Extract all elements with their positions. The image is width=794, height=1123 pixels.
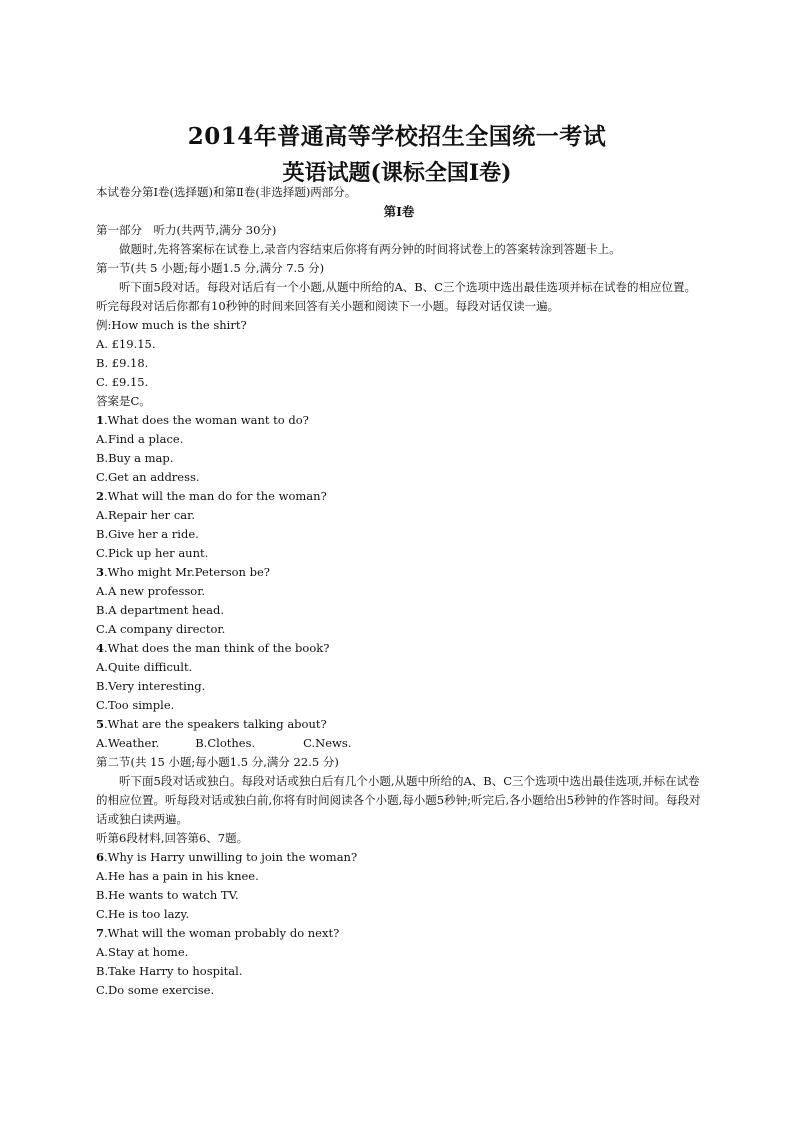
question-number: 3 (96, 565, 105, 579)
question-text: .What does the man think of the book? (104, 641, 330, 655)
question-item (96, 848, 702, 867)
question-item (96, 411, 702, 430)
option-b: B.Give her a ride. (96, 527, 199, 541)
example-option-c: C. £9.15. (96, 375, 149, 389)
option-a: A.Find a place. (96, 432, 184, 446)
intro-text: 本试卷分第Ⅰ卷(选择题)和第Ⅱ卷(非选择题)两部分。 (96, 185, 357, 199)
option-a: A.Weather. (96, 736, 160, 750)
section1-title: 第一节(共 5 小题;每小题1.5 分,满分 7.5 分) (96, 261, 325, 275)
question-text: .What will the woman probably do next? (104, 926, 340, 940)
option-c: C.News. (303, 736, 352, 750)
option-c: C.A company director. (96, 622, 226, 636)
question-number: 7 (96, 926, 105, 940)
question-item (96, 563, 702, 582)
section1-instruction: 听下面5段对话。每段对话后有一个小题,从题中所给的A、B、C三个选项中选出最佳选项并标在试卷的相应位置。听完每段对话后你都有10秒钟的时间来回答有关小题和阅读下一小题。每段对话仅读一遍。 (96, 280, 697, 313)
example-question: 例:How much is the shirt? (96, 318, 247, 332)
question-number: 5 (96, 717, 105, 731)
option-a: A.A new professor. (96, 584, 206, 598)
question-number: 2 (96, 489, 105, 503)
option-c: C.Get an address. (96, 470, 200, 484)
part1-instruction: 做题时,先将答案标在试卷上,录音内容结束后你将有两分钟的时间将试卷上的答案转涂到答题卡上。 (119, 242, 621, 256)
option-a: A.He has a pain in his knee. (96, 869, 259, 883)
question-number: 6 (96, 850, 105, 864)
option-c: C.Pick up her aunt. (96, 546, 209, 560)
question-text: .Why is Harry unwilling to join the woman? (104, 850, 358, 864)
exam-title: 2014年普通高等学校招生全国统一考试 (187, 123, 607, 150)
option-a: A.Stay at home. (96, 945, 189, 959)
question-text: .Who might Mr.Peterson be? (104, 565, 270, 579)
option-b: B.Take Harry to hospital. (96, 964, 243, 978)
exam-body (96, 183, 702, 1000)
question-item (96, 924, 702, 943)
option-c: C.He is too lazy. (96, 907, 190, 921)
question-text: .What are the speakers talking about? (104, 717, 327, 731)
example-option-a: A. £19.15. (96, 337, 156, 351)
option-b: B.Very interesting. (96, 679, 206, 693)
option-b: B.He wants to watch TV. (96, 888, 239, 902)
example-option-b: B. £9.18. (96, 356, 149, 370)
option-b: B.Buy a map. (96, 451, 174, 465)
option-c: C.Too simple. (96, 698, 175, 712)
options-row (96, 734, 702, 753)
exam-subtitle: 英语试题(课标全国Ⅰ卷) (282, 160, 512, 186)
question-item (96, 487, 702, 506)
option-b: B.A department head. (96, 603, 225, 617)
question-number: 4 (96, 641, 105, 655)
option-c: C.Do some exercise. (96, 983, 215, 997)
material-heading: 听第6段材料,回答第6、7题。 (96, 831, 249, 845)
question-item (96, 715, 702, 734)
section2-instruction: 听下面5段对话或独白。每段对话或独白后有几个小题,从题中所给的A、B、C三个选项中选出最佳选项,并标在试卷的相应位置。听每段对话或独白前,你将有时间阅读各个小题,每小题5秒钟;听完后,各小题给出5秒钟的作答时间。每段对话或独白读两遍。 (96, 774, 701, 826)
question-text: .What does the woman want to do? (104, 413, 309, 427)
part1-title: 第一部分 听力(共两节,满分 30分) (96, 223, 277, 237)
option-a: A.Repair her car. (96, 508, 196, 522)
volume-heading: 第Ⅰ卷 (383, 204, 415, 219)
section2-title: 第二节(共 15 小题;每小题1.5 分,满分 22.5 分) (96, 755, 339, 769)
example-answer: 答案是C。 (96, 394, 151, 408)
question-item (96, 639, 702, 658)
question-text: .What will the man do for the woman? (104, 489, 327, 503)
option-a: A.Quite difficult. (96, 660, 193, 674)
question-number: 1 (96, 413, 105, 427)
option-b: B.Clothes. (195, 736, 256, 750)
